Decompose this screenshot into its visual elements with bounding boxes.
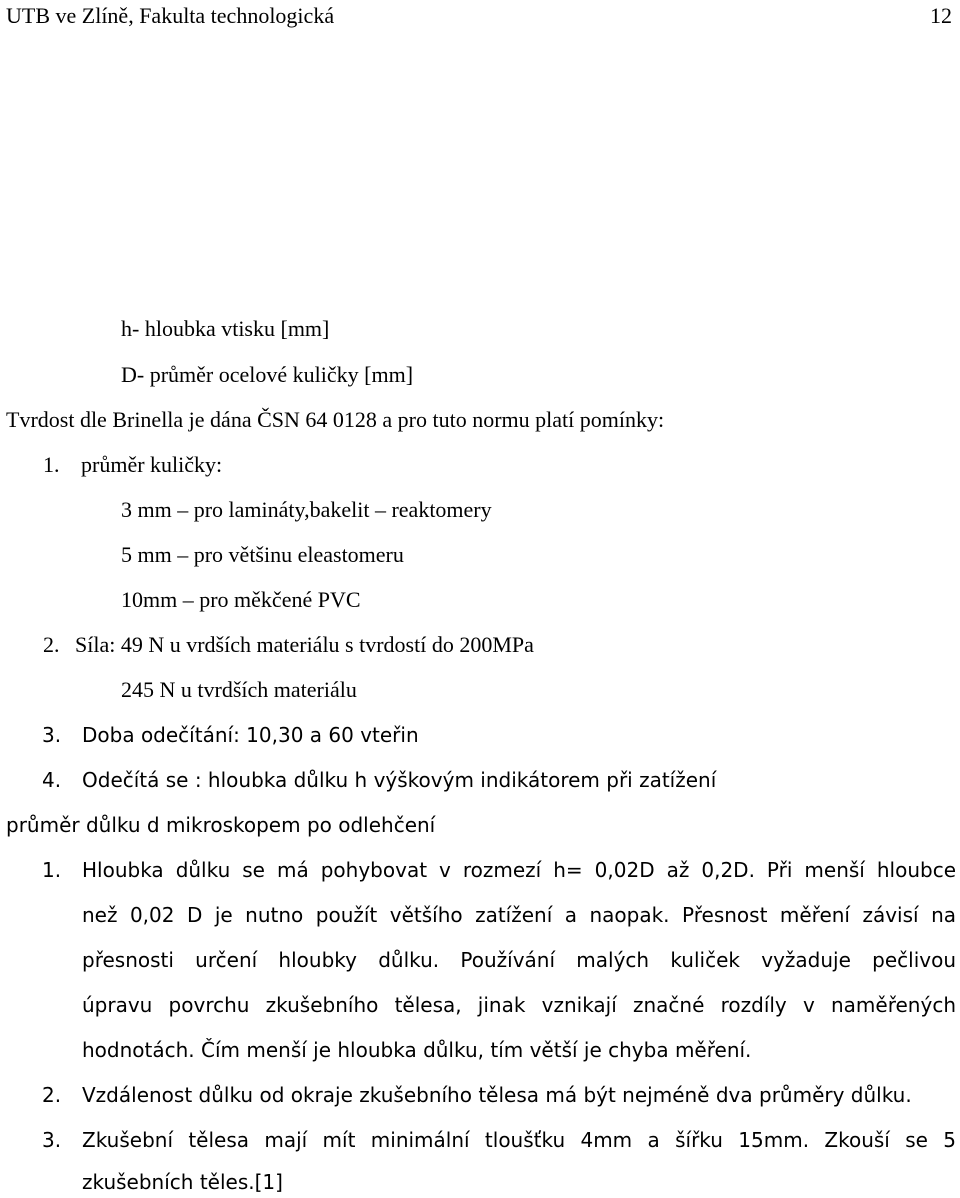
page-header-title: UTB ve Zlíně, Fakulta technologická bbox=[6, 3, 335, 28]
note-3-line: Zkušební tělesa mají mít minimální tloušťku 4mm a šířku 15mm. Zkouší se 5 bbox=[82, 1128, 956, 1152]
condition-4-text: Odečítá se : hloubka důlku h výškovým indikátorem při zatížení bbox=[82, 768, 717, 792]
note-3-line: zkušebních těles.[1] bbox=[82, 1170, 283, 1194]
condition-2-subtext: 245 N u tvrdších materiálu bbox=[121, 677, 357, 702]
note-3-number: 3. bbox=[42, 1128, 62, 1152]
condition-3-number: 3. bbox=[42, 723, 62, 747]
intro-paragraph: Tvrdost dle Brinella je dána ČSN 64 0128 a pro tuto normu platí pomínky: bbox=[6, 407, 665, 432]
note-1-line: Hloubka důlku se má pohybovat v rozmezí h= 0,02D až 0,2D. Při menší hloubce bbox=[82, 858, 956, 882]
condition-1-option: 10mm – pro měkčené PVC bbox=[121, 587, 361, 612]
definition-h: h- hloubka vtisku [mm] bbox=[121, 316, 330, 341]
condition-1-option: 5 mm – pro většinu eleastomeru bbox=[121, 542, 404, 567]
note-1-line: než 0,02 D je nutno použít většího zatížení a naopak. Přesnost měření závisí na bbox=[82, 903, 956, 927]
condition-4-number: 4. bbox=[42, 768, 62, 792]
note-1-line: úpravu povrchu zkušebního tělesa, jinak vznikají značné rozdíly v naměřených bbox=[82, 993, 956, 1017]
page-number: 12 bbox=[930, 3, 952, 28]
condition-4-continuation: průměr důlku d mikroskopem po odlehčení bbox=[6, 813, 436, 837]
note-2-text: Vzdálenost důlku od okraje zkušebního tělesa má být nejméně dva průměry důlku. bbox=[82, 1083, 912, 1107]
condition-3-text: Doba odečítání: 10,30 a 60 vteřin bbox=[82, 723, 419, 747]
definition-D: D- průměr ocelové kuličky [mm] bbox=[121, 362, 414, 387]
note-1-line: přesnosti určení hloubky důlku. Používání malých kuliček vyžaduje pečlivou bbox=[82, 948, 956, 972]
condition-1-label: průměr kuličky: bbox=[81, 452, 223, 477]
condition-1-option: 3 mm – pro lamináty,bakelit – reaktomery bbox=[121, 497, 492, 522]
note-1-line: hodnotách. Čím menší je hloubka důlku, tím větší je chyba měření. bbox=[82, 1038, 752, 1062]
condition-1-number: 1. bbox=[43, 452, 60, 477]
note-1-number: 1. bbox=[42, 858, 62, 882]
condition-2-number: 2. bbox=[43, 632, 60, 657]
note-2-number: 2. bbox=[42, 1083, 62, 1107]
condition-2-text: Síla: 49 N u vrdších materiálu s tvrdostí do 200MPa bbox=[75, 632, 534, 657]
